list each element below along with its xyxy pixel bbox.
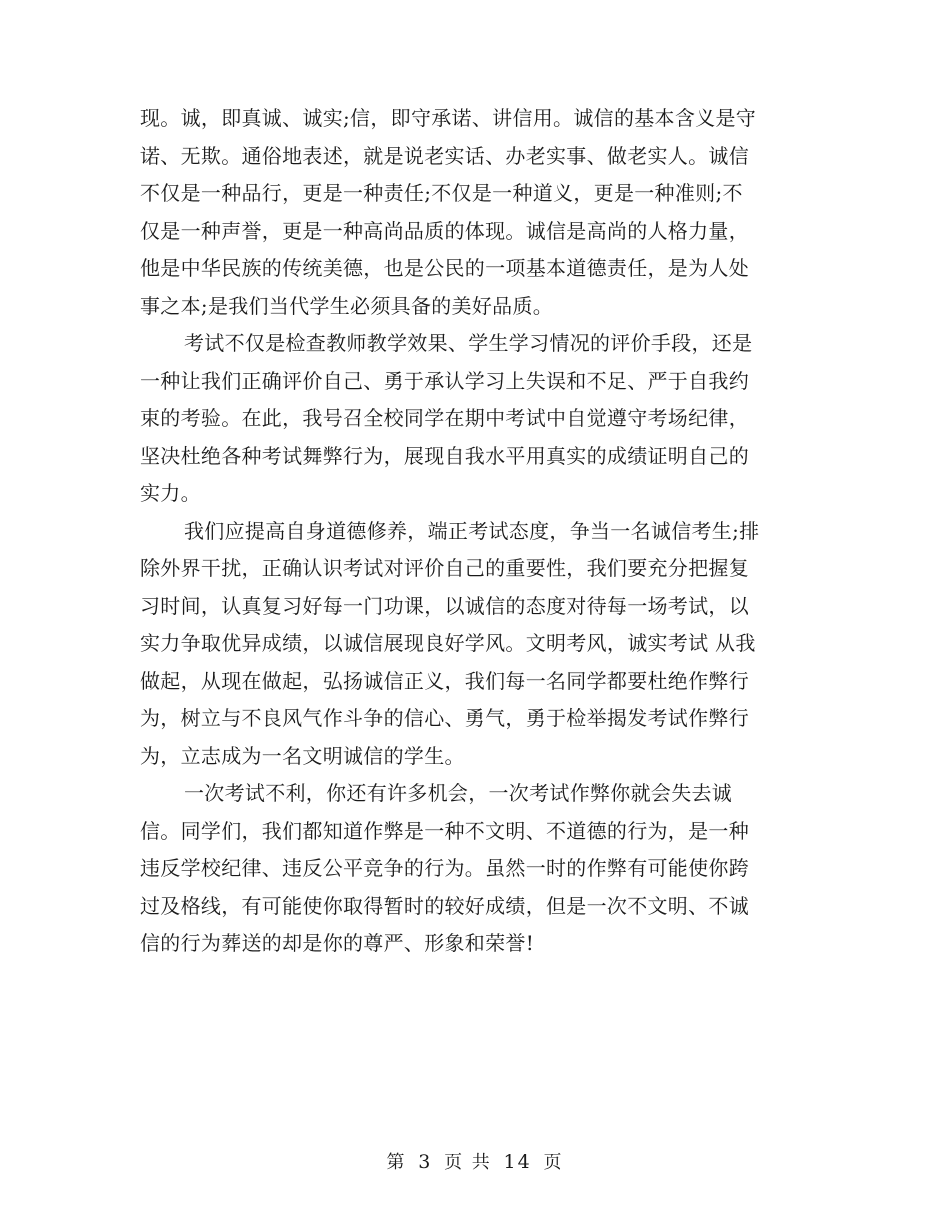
- text-line: 他是中华民族的传统美德，也是公民的一项基本道德责任，是为人处: [140, 256, 749, 280]
- total-pages-number: 14: [503, 1151, 532, 1173]
- text-line: 实力。: [140, 481, 201, 505]
- text-line: 一次考试不利，你还有许多机会，一次考试作弊你就会失去诚: [184, 781, 733, 805]
- text-line: 不仅是一种品行，更是一种责任;不仅是一种道义，更是一种准则;不: [140, 181, 743, 205]
- paragraph-4: [140, 775, 810, 963]
- text-line: 过及格线，有可能使你取得暂时的较好成绩，但是一次不文明、不诚: [140, 893, 749, 918]
- text-line: 习时间，认真复习好每一门功课，以诚信的态度对待每一场考试，以: [140, 593, 749, 618]
- paragraph-3: [140, 513, 810, 776]
- text-line: 信的行为葬送的却是你的尊严、形象和荣誉!: [140, 931, 535, 955]
- text-line: 我们应提高自身道德修养，端正考试态度，争当一名诚信考生;排: [184, 518, 760, 543]
- text-line: 考试不仅是检查教师教学效果、学生学习情况的评价手段，还是: [184, 331, 753, 355]
- text-line: 做起，从现在做起，弘扬诚信正义，我们每一名同学都要杜绝作弊行: [140, 668, 749, 693]
- text-line: 诺、无欺。通俗地表述，就是说老实话、办老实事、做老实人。诚信: [140, 143, 749, 168]
- footer-suffix: 页: [543, 1152, 564, 1173]
- current-page-number: 3: [418, 1151, 433, 1173]
- text-line: 一种让我们正确评价自己、勇于承认学习上失误和不足、严于自我约: [140, 368, 749, 393]
- text-line: 除外界干扰，正确认识考试对评价自己的重要性，我们要充分把握复: [140, 556, 749, 580]
- text-line: 事之本;是我们当代学生必须具备的美好品质。: [140, 293, 554, 318]
- text-line: 现。诚，即真诚、诚实;信，即守承诺、讲信用。诚信的基本含义是守: [140, 106, 757, 130]
- text-line: 违反学校纪律、违反公平竞争的行为。虽然一时的作弊有可能使你跨: [140, 856, 749, 880]
- paragraph-2: [140, 325, 810, 513]
- text-line: 信。同学们，我们都知道作弊是一种不文明、不道德的行为，是一种: [140, 818, 749, 843]
- page-footer: [0, 1148, 950, 1174]
- text-line: 坚决杜绝各种考试舞弊行为，展现自我水平用真实的成绩证明自己的: [140, 443, 749, 468]
- footer-prefix: 第: [386, 1152, 407, 1173]
- text-line: 仅是一种声誉，更是一种高尚品质的体现。诚信是高尚的人格力量，: [140, 218, 749, 243]
- text-line: 为，树立与不良风气作斗争的信心、勇气，勇于检举揭发考试作弊行: [140, 706, 749, 730]
- paragraph-1: [140, 100, 810, 325]
- text-line: 实力争取优异成绩，以诚信展现良好学风。文明考风，诚实考试 从我: [140, 631, 756, 655]
- text-line: 为，立志成为一名文明诚信的学生。: [140, 743, 465, 768]
- text-line: 束的考验。在此，我号召全校同学在期中考试中自觉遵守考场纪律，: [140, 406, 749, 430]
- body-text: [140, 100, 810, 963]
- footer-middle: 页 共: [444, 1152, 492, 1173]
